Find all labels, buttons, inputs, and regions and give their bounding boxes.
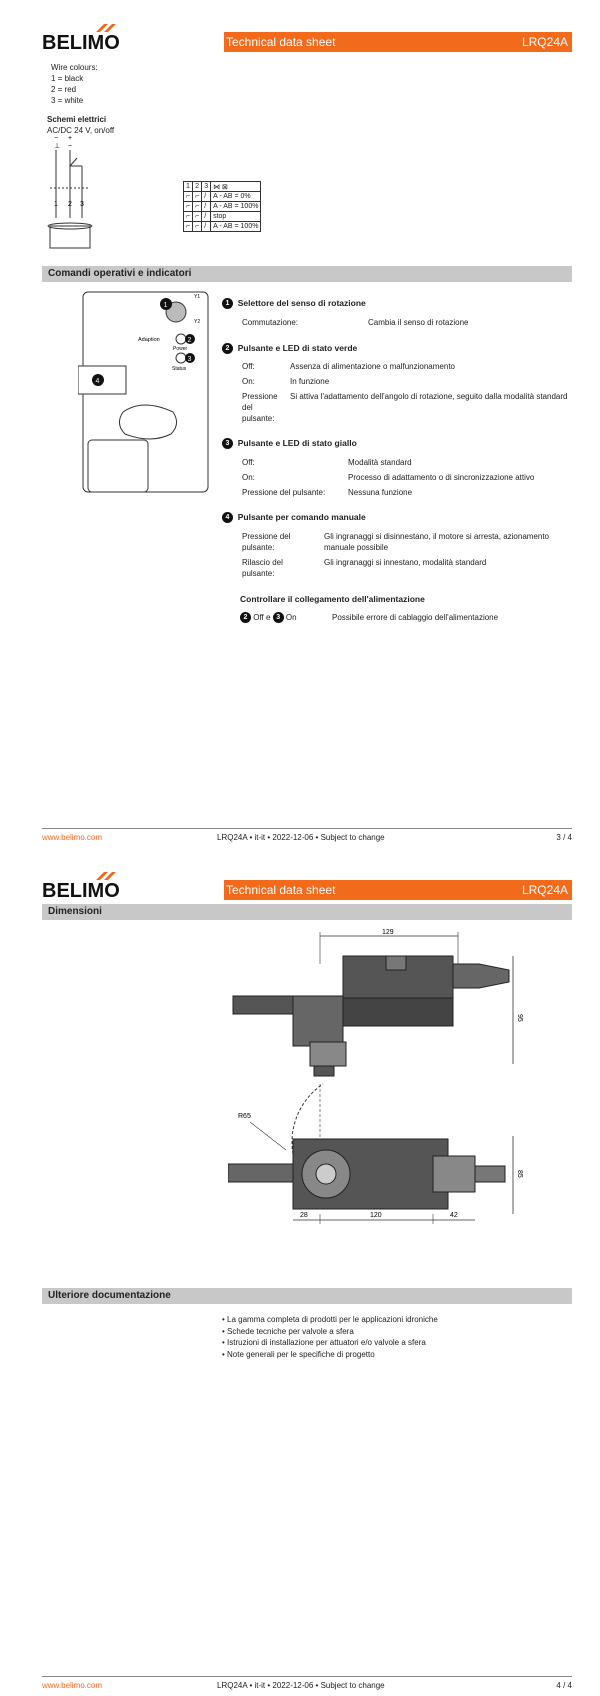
footer-center: LRQ24A • it-it • 2022-12-06 • Subject to change <box>217 1681 385 1690</box>
switch-row: A - AB = 100% <box>211 222 261 232</box>
num-4: 4 <box>95 378 100 385</box>
terminal-2: 2 <box>68 201 72 208</box>
control-2-title: 2 Pulsante e LED di stato verde <box>222 343 357 354</box>
terminal-3: 3 <box>80 201 84 208</box>
dim-height: 95 <box>516 1014 523 1022</box>
wire-item: 2 = red <box>51 85 77 94</box>
row-key: Pressione del pulsante: <box>242 488 326 497</box>
wire-item: 1 = black <box>51 74 84 83</box>
control-2-rows <box>242 361 572 425</box>
sym-minus: − <box>54 136 59 142</box>
row-value: Assenza di alimentazione o malfunzionamento <box>290 362 455 371</box>
control-4-title: 4 Pulsante per comando manuale <box>222 512 366 523</box>
row-value: Cambia il senso di rotazione <box>368 318 469 327</box>
switch-row: A - AB = 100% <box>211 202 261 212</box>
row-key: Rilascio del pulsante: <box>242 558 283 578</box>
row-key: On: <box>242 473 255 482</box>
section-docs: Ulteriore documentazione <box>42 1288 572 1304</box>
wiring-supply: AC/DC 24 V, on/off <box>47 126 115 135</box>
check-text: Possibile errore di cablaggio dell'alimentazione <box>332 613 499 622</box>
logo-text: BELIMO <box>42 880 120 902</box>
row-value: Modalità standard <box>348 458 412 467</box>
sym-ac: ~ <box>68 143 73 150</box>
control-3-rows <box>242 457 572 502</box>
sym-plus: + <box>68 136 73 142</box>
dim-d2: 120 <box>370 1212 382 1219</box>
wiring-diagram <box>44 136 104 254</box>
valve-icon: ⋈ ⊠ <box>211 182 261 192</box>
label-y1: Y1 <box>194 294 201 300</box>
header-title: Technical data sheet <box>226 883 336 897</box>
footer-center: LRQ24A • it-it • 2022-12-06 • Subject to change <box>217 833 385 842</box>
control-1-title: 1 Selettore del senso di rotazione <box>222 298 572 309</box>
doc-item[interactable]: • Istruzioni di installazione per attuatori e/o valvole a sfera <box>222 1338 426 1347</box>
row-value: Nessuna funzione <box>348 488 413 497</box>
label-adaptation: Adaption <box>138 337 160 343</box>
doc-item[interactable]: • Note generali per le specifiche di progetto <box>222 1349 375 1359</box>
wire-colours-title: Wire colours: <box>51 63 98 72</box>
control-1-rows <box>242 317 572 331</box>
control-3-title: 3 Pulsante e LED di stato giallo <box>222 438 357 449</box>
row-value: Gli ingranaggi si innestano, modalità standard <box>324 558 487 567</box>
control-4-rows <box>242 531 572 583</box>
num-3: 3 <box>187 356 192 363</box>
row-value: Si attiva l'adattamento dell'angolo di rotazione, seguito dalla modalità standard <box>290 392 568 401</box>
sym-ground: ⊥ <box>54 143 61 150</box>
switch-row: stop <box>211 212 261 222</box>
check-off: Off e <box>253 613 271 622</box>
wiring-title: Schemi elettrici <box>47 115 107 124</box>
section-controls: Comandi operativi e indicatori <box>42 266 572 282</box>
check-title: Controllare il collegamento dell'alimentazione <box>240 594 425 604</box>
row-value: In funzione <box>290 377 330 386</box>
switch-table: 1 2 3 ⋈ ⊠ ⌐ ⌐ / A - AB = 0% ⌐ ⌐ / A - AB = 100% ⌐ ⌐ / stop ⌐ ⌐ / A - AB = 100% <box>183 181 261 232</box>
footer-link[interactable]: www.belimo.com <box>42 833 103 842</box>
terminal-1: 1 <box>54 201 58 208</box>
wire-item: 3 = white <box>51 96 84 105</box>
header-model: LRQ24A <box>521 883 568 897</box>
label-y2: Y2 <box>194 319 201 325</box>
belimo-logo <box>42 22 122 54</box>
docs-list <box>222 1314 572 1360</box>
logo-text: BELIMO <box>42 32 120 54</box>
footer-p3 <box>42 828 572 842</box>
row-key: Off: <box>242 458 255 467</box>
label-status: Status <box>172 366 187 372</box>
dim-right-height: 85 <box>516 1170 523 1178</box>
dim-top-width: 129 <box>382 929 394 936</box>
num-1: 1 <box>163 302 168 309</box>
row-key: Off: <box>242 362 255 371</box>
doc-item[interactable]: • La gamma completa di prodotti per le applicazioni idroniche <box>222 1315 438 1324</box>
dim-d1: 28 <box>300 1212 308 1219</box>
check-on: On <box>285 613 297 622</box>
header-model: LRQ24A <box>521 35 568 49</box>
belimo-logo <box>42 870 122 902</box>
row-key: On: <box>242 377 255 386</box>
wiring-block <box>47 114 114 136</box>
page-4 <box>0 848 600 1696</box>
doc-item[interactable]: • Schede tecniche per valvole a sfera <box>222 1326 354 1336</box>
row-value: Processo di adattamento o di sincronizzazione attivo <box>348 473 535 482</box>
header-bar <box>224 880 572 900</box>
label-power: Power <box>173 346 188 352</box>
switch-row: A - AB = 0% <box>211 192 261 202</box>
check-row: 2 Off e 3 On Possibile errore di cablaggio dell'alimentazione <box>240 612 570 623</box>
num-2: 2 <box>187 337 192 344</box>
section-dimensions: Dimensioni <box>42 904 572 920</box>
footer-page: 4 / 4 <box>556 1681 572 1690</box>
switch-header: 3 <box>202 182 211 192</box>
footer-link[interactable]: www.belimo.com <box>42 1681 103 1690</box>
dimension-drawings <box>228 924 538 1224</box>
actuator-front-drawing <box>78 290 213 495</box>
switch-header: 2 <box>193 182 202 192</box>
dim-d3: 42 <box>450 1212 458 1219</box>
header-bar <box>224 32 572 52</box>
row-value: Gli ingranaggi si disinnestano, il motore si arresta, azionamento manuale possibile <box>324 532 550 552</box>
controls-list <box>222 298 572 622</box>
wire-colours <box>51 62 98 106</box>
footer-p4 <box>42 1676 572 1690</box>
row-key: Commutazione: <box>242 318 299 327</box>
switch-header: 1 <box>184 182 193 192</box>
row-key: Pressione del pulsante: <box>242 392 278 423</box>
footer-page: 3 / 4 <box>556 833 572 842</box>
row-key: Pressione del pulsante: <box>242 532 291 552</box>
dim-radius: R65 <box>238 1113 251 1120</box>
header-title: Technical data sheet <box>226 35 336 49</box>
